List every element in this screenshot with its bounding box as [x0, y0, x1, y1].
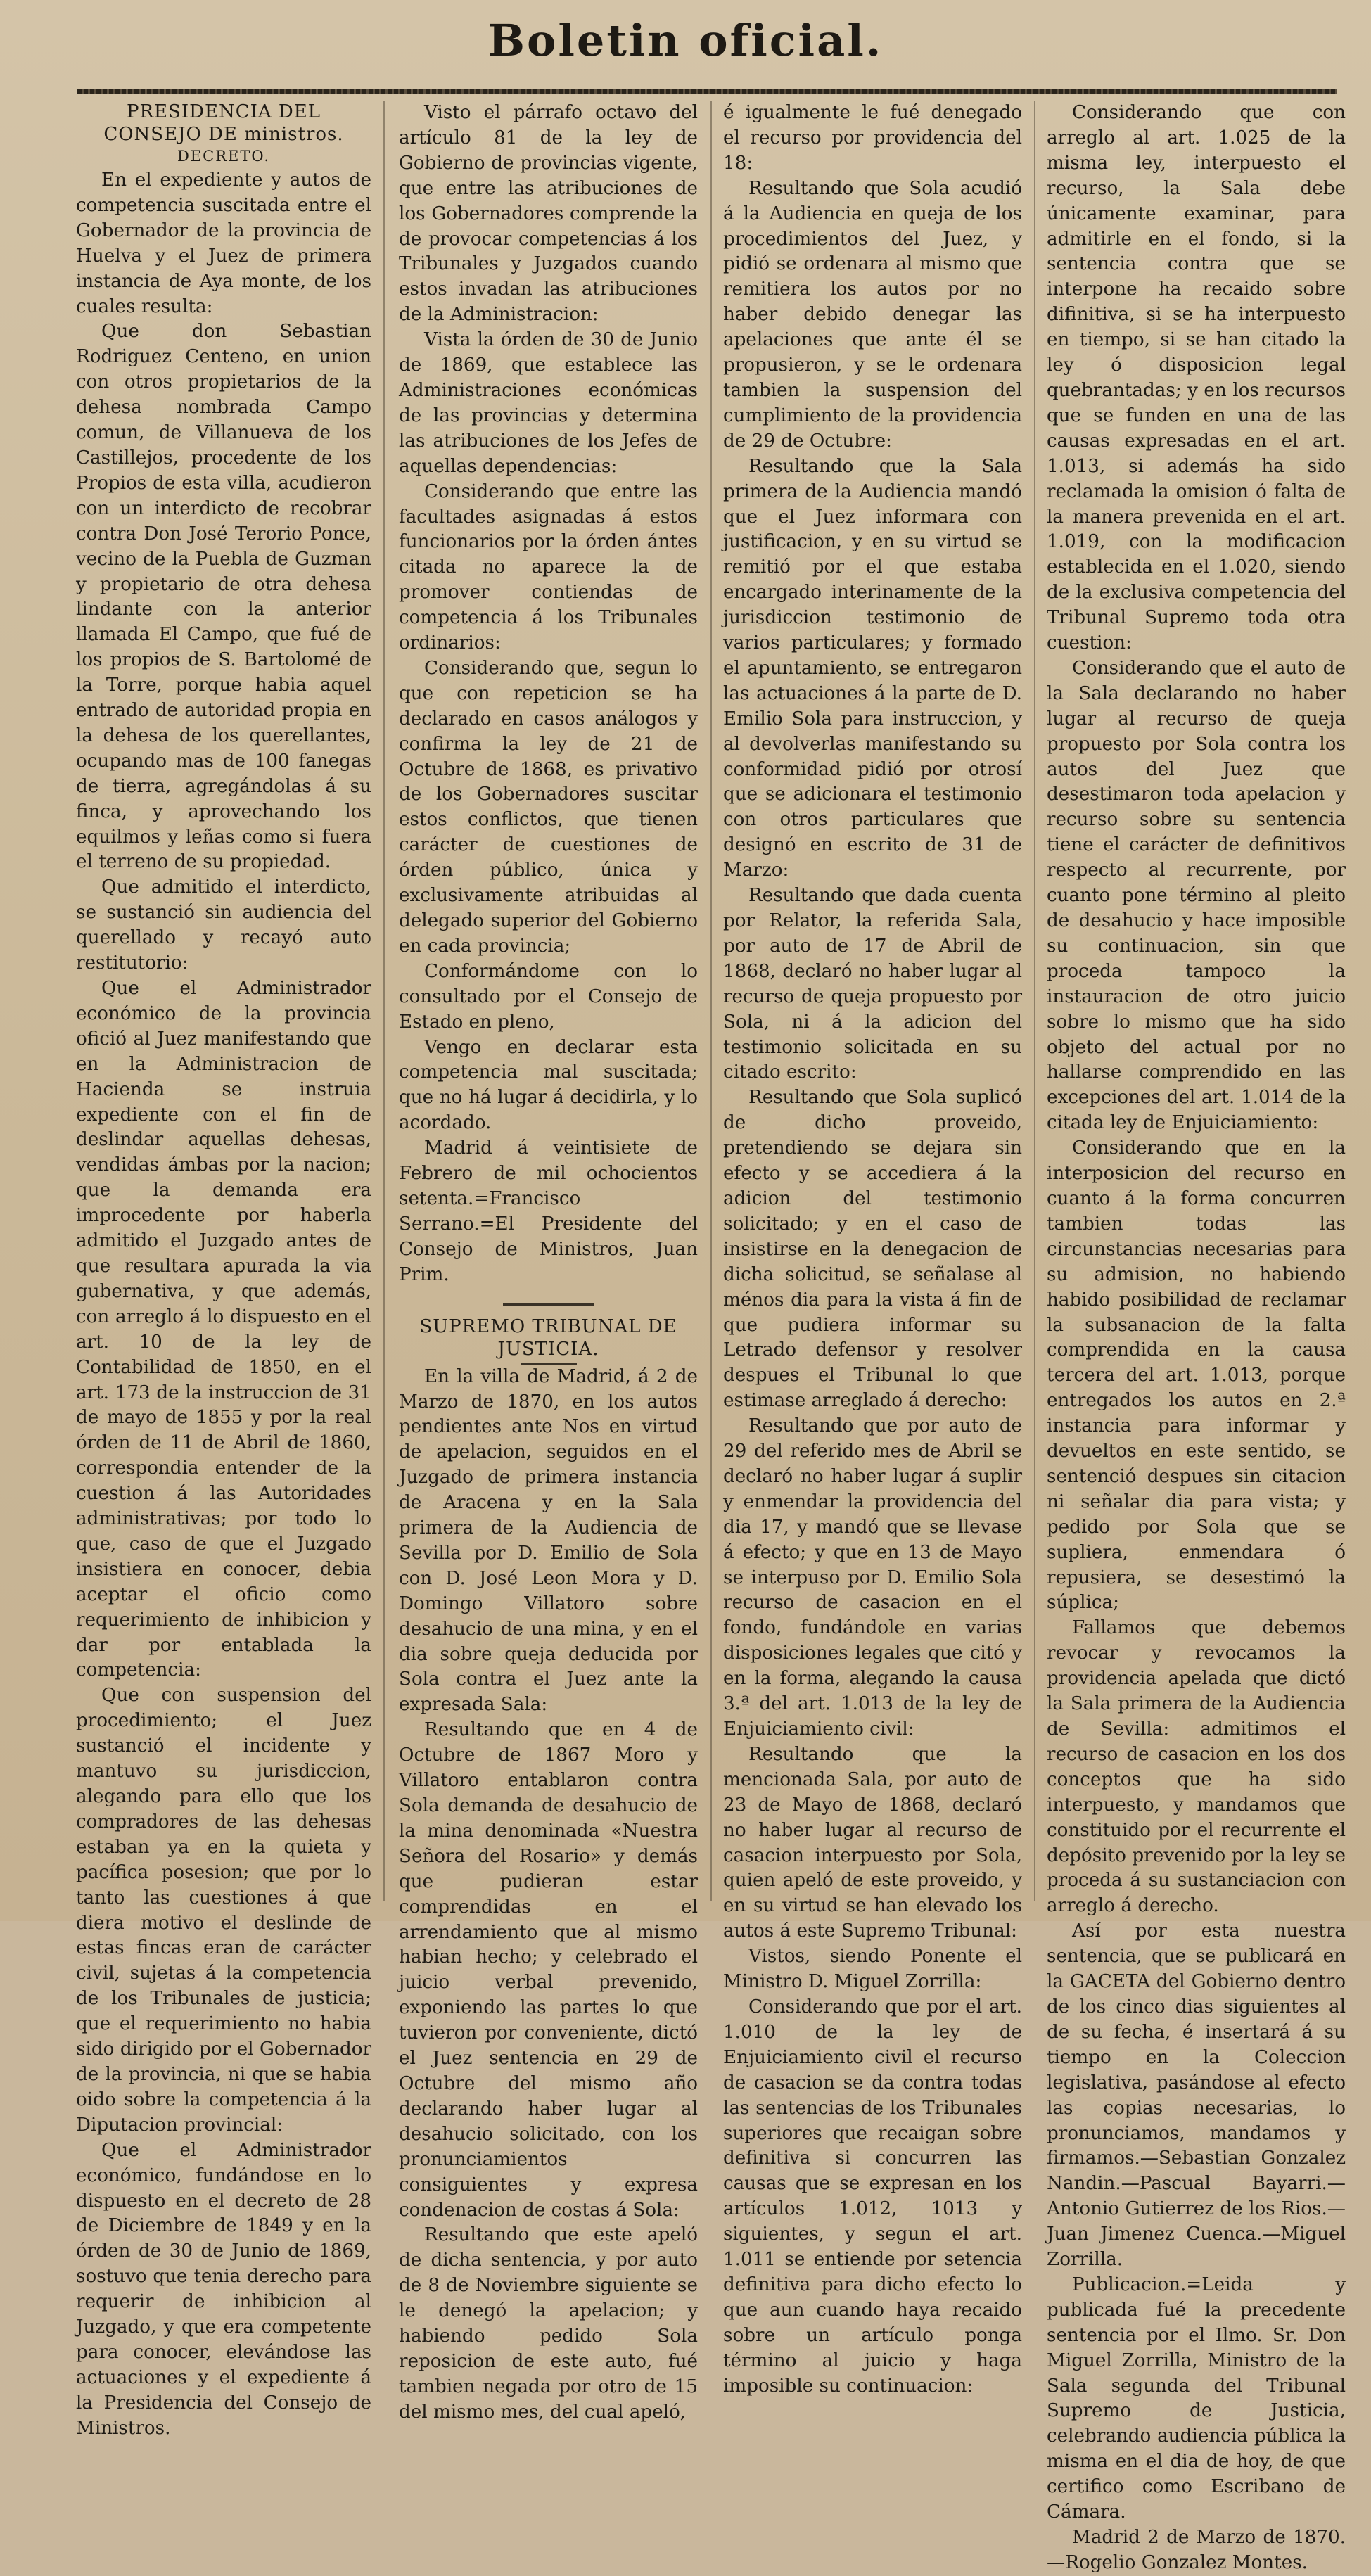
paragraph: Madrid á veintisiete de Febrero de mil ochocientos setenta.=Francisco Serrano.=El Presidente del Consejo de Ministros, Juan Prim.	[399, 1137, 698, 1285]
paragraph: Resultando que Sola suplicó de dicho proveido, pretendiendo se dejara sin efecto y se accediera á la adicion del testimonio solicitado; y en el caso de insistirse en la denegacion de dicha solicitud, se señalase al ménos dia para la vista á fin de que pudiera informar su Letrado defensor y resolver despues el Tribunal lo que estimase arreglado á derecho:	[723, 1087, 1022, 1412]
paragraph: Considerando que entre las facultades asignadas á estos funcionarios por la órden ántes citada no aparece la de promover contiendas de competencia á los Tribunales ordinarios:	[399, 480, 698, 654]
section-subheading: DECRETO.	[177, 148, 271, 165]
masthead-rule	[77, 89, 1337, 94]
paragraph: Que el Administrador económico, fundándose en lo dispuesto en el decreto de 28 de Diciembre de 1849 y en la órden de 30 de Junio de 1869, sostuvo que tenia derecho para requerir de inhibicion al Juzgado, y que era competente para conocer, elevándose las actuaciones y el expediente á la Presidencia del Consejo de Ministros.	[76, 2139, 371, 2439]
paragraph: Considerando que por el art. 1.010 de la ley de Enjuiciamiento civil el recurso de casacion se da contra todas las sentencias de los Tribunales superiores que recaigan sobre definitiva si concurren las causas que se expresan en los artículos 1.012, 1013 y siguientes, y segun el art. 1.011 se entiende por setencia definitiva para dicho efecto lo que aun cuando haya recaido sobre un artículo ponga término al juicio y haga imposible su continuacion:	[723, 1996, 1022, 2397]
paragraph: Publicacion.=Leida y publicada fué la precedente sentencia por el Ilmo. Sr. Don Miguel Zorrilla, Ministro de la Sala segunda del Tribunal Supremo de Justicia, celebrando audiencia pública la misma en el dia de hoy, de que certifico como Escribano de Cámara.	[1047, 2274, 1346, 2523]
section-separator	[503, 1303, 594, 1306]
section-heading: SUPREMO TRIBUNAL DE JUSTICIA.	[419, 1315, 677, 1360]
paragraph: Considerando que con arreglo al art. 1.025 de la misma ley, interpuesto el recurso, la Sala debe únicamente examinar, para admitirle en el fondo, si la sentencia contra que se interpone ha recaido sobre difinitiva, si se ha interpuesto en tiempo, si se han citado la ley ó disposicion legal quebrantadas; y en los recursos que se funden en una de las causas expresadas en el art. 1.013, si además ha sido reclamada la omision ó falta de la manera prevenida en el art. 1.019, con la modificacion establecida en el 1.020, siendo de la exclusiva competencia del Tribunal Supremo toda otra cuestion:	[1047, 102, 1346, 654]
column-divider	[1034, 101, 1035, 1901]
column-divider	[383, 101, 385, 1901]
paragraph: Considerando que, segun lo que con repeticion se ha declarado en casos análogos y confirma la ley de 21 de Octubre de 1868, es privativo de los Gobernadores suscitar estos conflictos, que tienen carácter de cuestiones de órden público, única y exclusivamente atribuidas al delegado superior del Gobierno en cada provincia;	[399, 657, 698, 957]
column-4	[1047, 101, 1346, 2573]
paragraph: Considerando que en la interposicion del recurso en cuanto á la forma concurren tambien todas las circunstancias necesarias para su admision, no habiendo habido posibilidad de reclamar la subsanacion de la falta comprendida en la causa tercera del art. 1.013, porque entregados los autos en 2.ª instancia para informar y devueltos en este sentido, se sentenció despues sin citacion ni señalar dia para vista; y pedido por Sola que se supliera, enmendara ó repusiera, se desestimó la súplica;	[1047, 1137, 1346, 1614]
paragraph: Vistos, siendo Ponente el Ministro D. Miguel Zorrilla:	[723, 1946, 1022, 1993]
paragraph: Visto el párrafo octavo del artículo 81 de la ley de Gobierno de provincias vigente, que entre las atribuciones de los Gobernadores comprende la de provocar competencias á los Tribunales y Juzgados cuando estos invadan las atribuciones de la Administracion:	[399, 102, 698, 326]
paragraph: Resultando que este apeló de dicha sentencia, y por auto de 8 de Noviembre siguiente se le denegó la apelacion; y habiendo pedido Sola reposicion de este auto, fué tambien negada por otro de 15 del mismo mes, del cual apeló,	[399, 2224, 698, 2423]
paragraph: Resultando que la mencionada Sala, por auto de 23 de Mayo de 1868, declaró no haber lugar al recurso de casacion interpuesto por Sola, quien apeló de este proveido, y en su virtud se han elevado los autos á este Supremo Tribunal:	[723, 1743, 1022, 1942]
paragraph: En la villa de Madrid, á 2 de Marzo de 1870, en los autos pendientes ante Nos en virtud de apelacion, seguidos en el Juzgado de primera instancia de Aracena y en la Sala primera de la Audiencia de Sevilla por D. Emilio de Sola con D. José Leon Mora y D. Domingo Villatoro sobre desahucio de una mina, y en el dia sobre queja deducida por Sola contra el Juez ante la expresada Sala:	[399, 1365, 698, 1716]
paragraph: Así por esta nuestra sentencia, que se publicará en la GACETA del Gobierno dentro de los cinco dias siguientes al de su fecha, é insertará á su tiempo en la Coleccion legislativa, pasándose al efecto las copias necesarias, lo pronunciamos, mandamos y firmamos.—Sebastian Gonzalez Nandin.—Pascual Bayarri.—Antonio Gutierrez de los Rios.—Juan Jimenez Cuenca.—Miguel Zorrilla.	[1047, 1920, 1346, 2271]
column-1	[76, 101, 371, 2439]
section-heading: PRESIDENCIA DEL CONSEJO DE ministros.	[103, 101, 344, 145]
paragraph: Que el Administrador económico de la provincia ofició al Juez manifestando que en la Administracion de Hacienda se instruia expediente con el fin de deslindar aquellas dehesas, vendidas ámbas por la nacion; que la demanda era improcedente por haberla admitido el Juzgado antes de que resultara apurada la via gubernativa, y que además, con arreglo á lo dispuesto en el art. 10 de la ley de Contabilidad de 1850, en el art. 173 de la instruccion de 31 de mayo de 1855 y por la real órden de 11 de Abril de 1860, correspondia entender de la cuestion á las Autoridades administrativas; por todo lo que, caso de que el Juzgado insistiera en conocer, debia aceptar el oficio como requerimiento de inhibicion y dar por entablada la competencia:	[76, 978, 371, 1681]
paragraph: En el expediente y autos de competencia suscitada entre el Gobernador de la provincia de Huelva y el Juez de primera instancia de Aya monte, de los cuales resulta:	[76, 170, 371, 317]
paragraph: Resultando que en 4 de Octubre de 1867 Moro y Villatoro entablaron contra Sola demanda de desahucio de la mina denominada «Nuestra Señora del Rosario» y demás que pudieran estar comprendidas en el arrendamiento que al mismo habian hecho; y celebrado el juicio verbal prevenido, exponiendo las partes lo que tuvieron por conveniente, dictó el Juez sentencia en 29 de Octubre del mismo año declarando haber lugar al desahucio solicitado, con los pronunciamientos consiguientes y expresa condenacion de costas á Sola:	[399, 1719, 698, 2221]
paragraph: Que admitido el interdicto, se sustanció sin audiencia del querellado y recayó auto restitutorio:	[76, 876, 371, 974]
paragraph: Resultando que por auto de 29 del referido mes de Abril se declaró no haber lugar á suplir y enmendar la providencia del dia 17, y mandó que se llevase á efecto; y que en 13 de Mayo se interpuso por D. Emilio Sola recurso de casacion en el fondo, fundándole en varias disposiciones legales que citó y en la forma, alegando la causa 3.ª del art. 1.013 de la ley de Enjuiciamiento civil:	[723, 1415, 1022, 1740]
paragraph: Considerando que el auto de la Sala declarando no haber lugar al recurso de queja propuesto por Sola contra los autos del Juez que desestimaron toda apelacion y recurso sobre su sentencia tiene el carácter de definitivos respecto al recurrente, por cuanto pone término al pleito de desahucio y hace imposible su continuacion, sin que proceda tampoco la instauracion de otro juicio sobre lo mismo que ha sido objeto del actual por no hallarse comprendido en las excepciones del art. 1.014 de la citada ley de Enjuiciamiento:	[1047, 657, 1346, 1134]
paragraph: Resultando que Sola acudió á la Audiencia en queja de los procedimientos del Juez, y pidió se ordenara al mismo que remitiera los autos por no haber debido denegar las apelaciones que ante él se propusieron, y se le ordenara tambien la suspension del cumplimiento de la providencia de 29 de Octubre:	[723, 177, 1022, 452]
paragraph: Que con suspension del procedimiento; el Juez sustanció el incidente y mantuvo su jurisdiccion, alegando para ello que los compradores de las dehesas estaban ya en la quieta y pacífica posesion; que por lo tanto las cuestiones á que diera motivo el deslinde de estas fincas eran de carácter civil, sujetas á la competencia de los Tribunales de justicia; que el requerimiento no habia sido dirigido por el Gobernador de la provincia, ni que se habia oido sobre la competencia á la Diputacion provincial:	[76, 1685, 371, 2136]
paragraph: Vista la órden de 30 de Junio de 1869, que establece las Administraciones económicas de las provincias y determina las atribuciones de los Jefes de aquellas dependencias:	[399, 329, 698, 477]
paragraph: Vengo en declarar esta competencia mal suscitada; que no há lugar á decidirla, y lo acordado.	[399, 1036, 698, 1134]
masthead-title: Boletin oficial.	[487, 15, 884, 66]
paragraph: Resultando que la Sala primera de la Audiencia mandó que el Juez informara con justificacion, y en su virtud se remitió por el que estaba encargado interinamente de la jurisdiccion testimonio de varios particulares; y formado el apuntamiento, se entregaron las actuaciones á la parte de D. Emilio Sola para instruccion, y al devolverlas manifestando su conformidad pidió por otrosí que se adicionara el testimonio con otros particulares que designó en escrito de 31 de Marzo:	[723, 455, 1022, 881]
paragraph: Conformándome con lo consultado por el Consejo de Estado en pleno,	[399, 960, 698, 1033]
paragraph: Fallamos que debemos revocar y revocamos la providencia apelada que dictó la Sala primera de la Audiencia de Sevilla: admitimos el recurso de casacion en los dos conceptos que ha sido interpuesto, y mandamos que constituido por el recurrente el depósito prevenido por la ley se proceda á su sustanciacion con arreglo á derecho.	[1047, 1617, 1346, 1917]
column-divider	[710, 101, 712, 1901]
paragraph: Que don Sebastian Rodriguez Centeno, en union con otros propietarios de la dehesa nombrada Campo comun, de Villanueva de los Castillejos, procedente de los Propios de esta villa, acudieron con un interdicto de recobrar contra Don José Terorio Ponce, vecino de la Puebla de Guzman y propietario de otra dehesa lindante con la anterior llamada El Campo, que fué de los propios de S. Bartolomé de la Torre, porque habia aquel entrado de autoridad propia en la dehesa de los querellantes, ocupando mas de 100 fanegas de tierra, agregándolas á su finca, y aprovechando los equilmos y leñas como si fuera el terreno de su propiedad.	[76, 321, 371, 873]
signature-line: Madrid 2 de Marzo de 1870.—Rogelio Gonzalez Montes.	[1047, 2527, 1346, 2573]
paragraph: Resultando que dada cuenta por Relator, la referida Sala, por auto de 17 de Abril de 1868, declaró no haber lugar al recurso de queja propuesto por Sola, ni á la adicion del testimonio solicitada en su citado escrito:	[723, 885, 1022, 1083]
paragraph: é igualmente le fué denegado el recurso por providencia del 18:	[723, 102, 1022, 174]
column-2	[399, 101, 698, 2423]
column-3	[723, 101, 1022, 2397]
